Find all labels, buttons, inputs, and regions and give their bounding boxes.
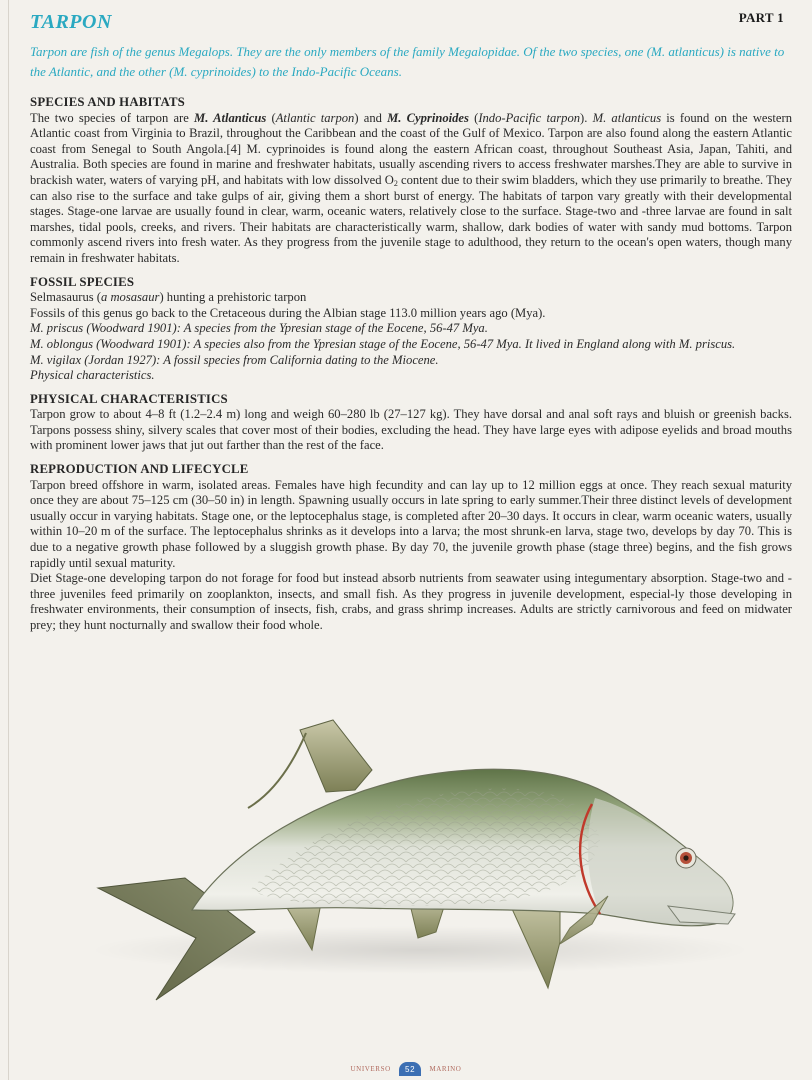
part-label: PART 1 <box>738 10 784 25</box>
section-paragraph: Tarpon breed offshore in warm, isolated areas. Females have high fecundity and can lay up to 12 million eggs at once. They reach sexual maturity once they are about 75–125 cm (30–50 in) in length. Spawning usually occurs in late spring to early summer.Their three distinct levels of development usually occur in varying habitats. Stage one, or the leptocephalus stage, is completed after 20–30 days. It occurs in clear, warm oceanic waters, usually within 10–20 m of the surface. The leptocephalus shrinks as it develops into a larva; the most shrunk-en larva, stage two, develops by day 70. This is due to a negative growth phase followed by a sluggish growth phase. By day 70, the juvenile growth phase (stage three) begins, and the fish grows rapidly until sexual maturity. <box>30 477 792 570</box>
fossil-line <box>30 290 792 306</box>
section-paragraph: Diet Stage-one developing tarpon do not forage for food but instead absorb nutrients from seawater using integumentary absorption. Stage-two and -three juveniles feed primarily on zooplankton, insects, and small fish. As they progress in juvenile development, especial-ly those developing in freshwater environments, their consumption of insects, fish, crabs, and grass shrimp increases. Adults are strictly carnivorous and feed on midwater prey; they hunt nocturnally and swallow their food whole. <box>30 571 792 632</box>
fossil-line: M. oblongus (Woodward 1901): A species also from the Ypresian stage of the Eocene, 56-47 Mya. It lived in England along with M. priscus. <box>30 336 736 351</box>
section-heading: PHYSICAL CHARACTERISTICS <box>30 391 228 406</box>
article-body <box>30 95 792 642</box>
intro-paragraph: Tarpon are fish of the genus Megalops. They are the only members of the family Megalopidae. Of the two species, one (M. atlanticus) is native to the Atlantic, and the other (M. cyprinoides) to the Indo-Pacific Oceans. <box>30 44 785 79</box>
text-run: Selmasaurus ( <box>30 290 101 305</box>
section-reproduction-lifecycle <box>30 462 792 634</box>
text-run: is found on the western Atlantic coast from Virginia to Brazil, throughout the Caribbean and the coast of the Gulf of Mexico. Tarpon are also found along the eastern Atlantic coast from Senegal to South Angola.[4] M. cyprinoides is found along the eastern African coast, throughout Southeast Asia, Japan, Tahiti, and Australia. Both species are found in marine and freshwater habitats, usually ascending rivers to access freshwater marshes.They are able to survive in brackish water, waters of varying pH, and habitats with low dissolved O <box>30 110 792 187</box>
text-run: The two species of tarpon are <box>30 110 195 125</box>
text-run: ) and <box>354 110 388 125</box>
text-run: ( <box>468 110 479 125</box>
text-run: ( <box>266 110 276 125</box>
text-run: ). <box>580 110 593 125</box>
fossil-line: Physical characteristics. <box>30 368 155 383</box>
section-fossil-species <box>30 275 792 384</box>
tarpon-fish-illustration <box>0 700 812 1030</box>
species-name: M. Cyprinoides <box>387 110 469 125</box>
section-heading: SPECIES AND HABITATS <box>30 95 186 109</box>
common-name: Indo-Pacific tarpon <box>478 110 581 125</box>
footer-right-label: MARINO <box>429 1065 462 1073</box>
section-physical-characteristics <box>30 392 792 454</box>
fossil-line: M. vigilax (Jordan 1927): A fossil species from California dating to the Miocene. <box>30 352 439 367</box>
text-run: content due to their swim bladders, which they use primarily to breathe. They can also rise to the surface and take gulps of air, giving them a short burst of energy. The habitats of tarpon vary greatly with their developmental stages. Stage-one larvae are usually found in clear, warm, oceanic waters, relatively close to the surface. Stage-two and -three larvae are found in salt marshes, tidal pools, creeks, and rivers. Their habitats are characteristically warm, shallow, dark bodies of water with sandy mud bottoms. Tarpon commonly ascend rivers into fresh water. As they progress from the juvenile stage to adulthood, they return to the ocean's open waters, though many remain in freshwater habitats. <box>30 172 792 265</box>
text-run: ) hunting a prehistoric tarpon <box>159 290 307 305</box>
footer-left-label: UNIVERSO <box>350 1065 391 1073</box>
subscript: 2 <box>393 178 398 188</box>
tarpon-fish-icon <box>0 700 812 1030</box>
fossil-line: Fossils of this genus go back to the Cretaceous during the Albian stage 113.0 million years ago (Mya). <box>30 305 546 320</box>
species-name: M. atlanticus <box>592 110 662 125</box>
section-heading: FOSSIL SPECIES <box>30 274 135 289</box>
section-heading: REPRODUCTION AND LIFECYCLE <box>30 462 249 477</box>
section-paragraph <box>30 111 792 267</box>
fossil-line: M. priscus (Woodward 1901): A species from the Ypresian stage of the Eocene, 56-47 Mya. <box>30 321 488 336</box>
text-run-italic: a mosasaur <box>101 290 160 305</box>
section-paragraph: Tarpon grow to about 4–8 ft (1.2–2.4 m) long and weigh 60–280 lb (27–127 kg). They have dorsal and anal soft rays and bluish or greenish backs. Tarpons possess shiny, silvery scales that cover most of their bodies, excluding the head. They have large eyes with adipose eyelids and broad mouths with prominent lower jaws that jut out farther than the rest of the face. <box>30 407 792 453</box>
species-name: M. Atlanticus <box>194 110 267 125</box>
page-footer <box>0 1062 812 1078</box>
page-number-badge: 52 <box>399 1062 421 1076</box>
common-name: Atlantic tarpon <box>275 110 355 125</box>
page-title: TARPON <box>30 11 112 33</box>
section-species-habitats <box>30 95 792 267</box>
